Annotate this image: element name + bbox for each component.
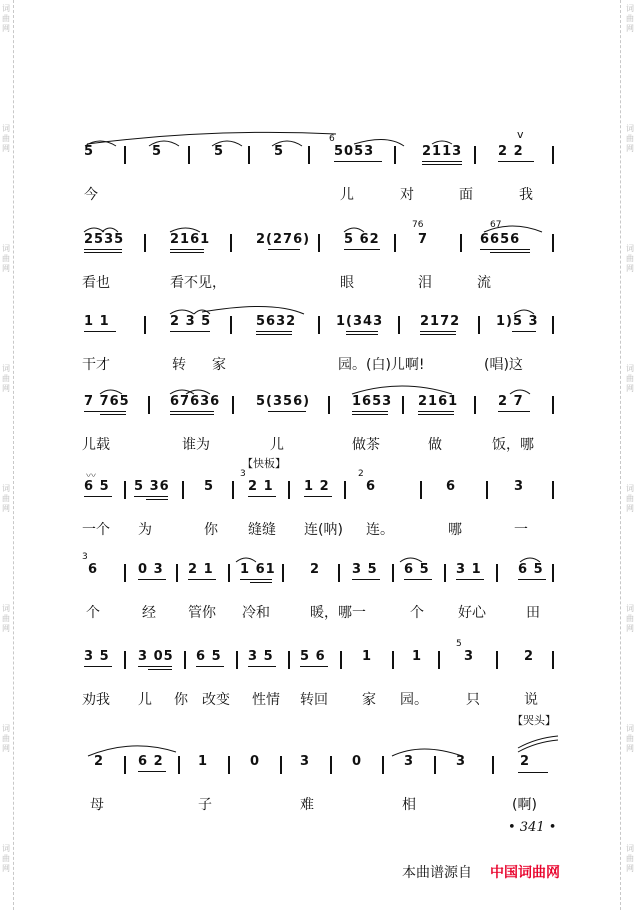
lyric-syllable: 一 (514, 522, 528, 538)
lyric-syllable: 连(呐) (304, 522, 343, 538)
lyrics-line (82, 602, 552, 622)
lyric-syllable: 难 (300, 797, 314, 813)
underline (456, 579, 484, 580)
lyric-syllable: 干才 (82, 357, 110, 373)
note: 0 3 (138, 562, 164, 577)
barline (248, 146, 250, 164)
note: 3 5 (248, 649, 274, 664)
lyric-syllable: 暖，哪一 (310, 605, 366, 621)
barline (124, 481, 126, 499)
underline (138, 579, 166, 580)
underline (84, 496, 112, 497)
watermark-text: 词 曲 网 (626, 244, 634, 273)
lyric-syllable: 谁为 (182, 437, 210, 453)
underline (352, 579, 380, 580)
barline (330, 756, 332, 774)
note: 2 1 (188, 562, 214, 577)
note: 3 (514, 479, 525, 494)
note: 7 765 (84, 394, 130, 409)
watermark-text: 词 曲 网 (2, 124, 10, 153)
underline (422, 164, 462, 165)
lyric-syllable: 园。(白)儿啊! (338, 357, 425, 373)
barline (392, 564, 394, 582)
lyric-syllable: 面 (459, 187, 473, 203)
note: 6656 (480, 232, 521, 247)
underline (344, 249, 380, 250)
lyrics-line (82, 184, 552, 204)
note: 5 62 (344, 232, 380, 247)
lyric-syllable: 母 (90, 797, 104, 813)
lyric-syllable: 泪 (418, 275, 432, 291)
grace-note: 76 (412, 220, 424, 230)
lyric-syllable: 说 (524, 692, 538, 708)
underline (84, 249, 122, 250)
watermark-text: 词 曲 网 (626, 724, 634, 753)
underline (248, 666, 276, 667)
lyric-syllable: 园。 (400, 692, 428, 708)
underline (480, 249, 530, 250)
underline (268, 249, 300, 250)
lyric-syllable: 相 (402, 797, 416, 813)
right-margin (620, 0, 635, 910)
lyric-syllable: 个 (410, 605, 424, 621)
lyric-syllable: 转回 (300, 692, 328, 708)
lyrics-line (82, 519, 552, 539)
watermark-text: 词 曲 网 (2, 364, 10, 393)
note: 5053 (334, 144, 375, 159)
underline (240, 579, 272, 580)
barline (228, 756, 230, 774)
underline (170, 249, 204, 250)
note: 2 7 (498, 394, 524, 409)
lyric-syllable: 做 (428, 437, 442, 453)
note: 3 (404, 754, 415, 769)
underline (84, 411, 126, 412)
barline (496, 564, 498, 582)
lyric-syllable: (啊) (512, 797, 537, 813)
underline (134, 496, 168, 497)
underline (300, 666, 328, 667)
note: 2 3 5 (170, 314, 212, 329)
watermark-text: 词 曲 网 (626, 4, 634, 33)
underline (304, 496, 332, 497)
barline (232, 481, 234, 499)
barline (182, 481, 184, 499)
watermark-text: 词 曲 网 (2, 244, 10, 273)
page-number: • 341 • (508, 820, 557, 835)
watermark-text: 词 曲 网 (2, 844, 10, 873)
underline (138, 666, 172, 667)
underline (518, 772, 548, 773)
watermark-text: 词 曲 网 (2, 604, 10, 633)
barline (328, 396, 330, 414)
left-margin (0, 0, 14, 910)
tempo-marker: 【快板】 (242, 457, 286, 470)
note: 6 5 (196, 649, 222, 664)
note: 3 (300, 754, 311, 769)
underline (352, 411, 388, 412)
accent-mark: v (517, 128, 524, 141)
underline (250, 582, 272, 583)
underline (256, 331, 292, 332)
note: 2161 (170, 232, 211, 247)
watermark-text: 词 曲 网 (626, 124, 634, 153)
lyric-syllable: 为 (138, 522, 152, 538)
note: 3 1 (456, 562, 482, 577)
barline (474, 396, 476, 414)
barline (552, 651, 554, 669)
underline (512, 331, 536, 332)
barline (176, 564, 178, 582)
lyric-syllable: (唱)这 (484, 357, 523, 373)
lyric-syllable: 劝我 (82, 692, 110, 708)
barline (438, 651, 440, 669)
barline (184, 651, 186, 669)
barline (236, 651, 238, 669)
grace-note: 6 (329, 134, 335, 144)
lyric-syllable: 看也 (82, 275, 110, 291)
lyric-syllable: 缝缝 (248, 522, 276, 538)
watermark-text: 词 曲 网 (2, 724, 10, 753)
note: 2535 (84, 232, 125, 247)
barline (318, 234, 320, 252)
note: 3 5 (352, 562, 378, 577)
barline (124, 564, 126, 582)
underline (84, 666, 112, 667)
grace-note: 67 (490, 220, 502, 230)
note: 5 36 (134, 479, 170, 494)
barline (288, 651, 290, 669)
lyric-syllable: 一个 (82, 522, 110, 538)
note: 7 (418, 232, 429, 247)
barline (338, 564, 340, 582)
barline (394, 146, 396, 164)
watermark-text: 词 曲 网 (626, 364, 634, 393)
barline (392, 651, 394, 669)
lyric-syllable: 儿载 (82, 437, 110, 453)
note: 1 61 (240, 562, 276, 577)
grace-note: 3 (240, 469, 246, 479)
lyric-syllable: 今 (84, 187, 98, 203)
barline (460, 234, 462, 252)
watermark-text: 词 曲 网 (626, 604, 634, 633)
slurs (82, 390, 552, 410)
barline (552, 146, 554, 164)
barline (420, 481, 422, 499)
underline (346, 331, 378, 332)
barline (148, 396, 150, 414)
barline (340, 651, 342, 669)
barline (188, 146, 190, 164)
lyric-syllable: 饭，哪 (492, 437, 534, 453)
barline (288, 481, 290, 499)
lyric-syllable: 哪 (448, 522, 462, 538)
underline (420, 331, 456, 332)
barline (318, 316, 320, 334)
lyric-syllable: 流 (477, 275, 491, 291)
barline (478, 316, 480, 334)
note: 3 (464, 649, 475, 664)
note: 1 (362, 649, 373, 664)
note: 6 5 (404, 562, 430, 577)
underline (188, 579, 216, 580)
underline (100, 414, 126, 415)
barline (344, 481, 346, 499)
source-label: 本曲谱源自 (402, 865, 472, 881)
underline (170, 331, 210, 332)
barline (178, 756, 180, 774)
underline (422, 161, 462, 162)
lyric-syllable: 看不见， (170, 275, 226, 291)
note: 5 (274, 144, 285, 159)
lyrics-line (82, 434, 552, 454)
lyric-syllable: 好心 (458, 605, 486, 621)
note: 2161 (418, 394, 459, 409)
underline (248, 496, 276, 497)
underline (420, 334, 456, 335)
barline (552, 234, 554, 252)
barline (228, 564, 230, 582)
underline (498, 411, 530, 412)
lyric-syllable: 冷和 (242, 605, 270, 621)
note: 6 2 (138, 754, 164, 769)
barline (144, 316, 146, 334)
barline (444, 564, 446, 582)
lyric-syllable: 个 (86, 605, 100, 621)
lyric-syllable: 儿 (340, 187, 354, 203)
underline (498, 161, 534, 162)
grace-note: 2 (358, 469, 364, 479)
note: 1 2 (304, 479, 330, 494)
underline (352, 414, 388, 415)
barline (434, 756, 436, 774)
underline (170, 411, 214, 412)
barline (144, 234, 146, 252)
underline (170, 252, 204, 253)
note: 5 6 (300, 649, 326, 664)
lyrics-line (82, 272, 552, 292)
underline (518, 579, 546, 580)
note: 2(276) (256, 232, 311, 247)
lyric-syllable: 田 (526, 605, 540, 621)
source-site-link[interactable]: 中国词曲网 (490, 865, 560, 881)
underline (138, 771, 166, 772)
lyrics-line (82, 689, 552, 709)
underline (84, 252, 122, 253)
watermark-text: 词 曲 网 (2, 484, 10, 513)
grace-note: 5 (456, 639, 462, 649)
note: 6 5 (518, 562, 544, 577)
lyric-syllable: 眼 (340, 275, 354, 291)
note: 1(343 (336, 314, 384, 329)
note: 0 (250, 754, 261, 769)
lyric-syllable: 做茶 (352, 437, 380, 453)
note: 3 5 (84, 649, 110, 664)
note: 2113 (422, 144, 463, 159)
watermark-text: 词 曲 网 (626, 844, 634, 873)
underline (404, 579, 432, 580)
barline (552, 396, 554, 414)
note: 1 1 (84, 314, 110, 329)
lyric-syllable: 改变 (202, 692, 230, 708)
note: 67636 (170, 394, 221, 409)
lyric-syllable: 我 (519, 187, 533, 203)
lyric-syllable: 转 (172, 357, 186, 373)
barline (552, 481, 554, 499)
underline (490, 252, 530, 253)
note: 2172 (420, 314, 461, 329)
note: 5 (204, 479, 215, 494)
note: 5632 (256, 314, 297, 329)
lyric-syllable: 性情 (252, 692, 280, 708)
barline (492, 756, 494, 774)
lyric-syllable: 对 (400, 187, 414, 203)
note: 3 (456, 754, 467, 769)
barline (124, 756, 126, 774)
watermark-text: 词 曲 网 (2, 4, 10, 33)
note: 2 (94, 754, 105, 769)
note: 1 (412, 649, 423, 664)
barline (486, 481, 488, 499)
barline (280, 756, 282, 774)
lyrics-line (82, 794, 552, 814)
note: 2 (520, 754, 531, 769)
lyric-syllable: 儿 (138, 692, 152, 708)
note: 5 (214, 144, 225, 159)
slurs (82, 310, 552, 330)
barline (552, 564, 554, 582)
note: 5 (84, 144, 95, 159)
barline (382, 756, 384, 774)
tempo-marker: 【哭头】 (512, 714, 556, 727)
barline (394, 234, 396, 252)
barline (552, 316, 554, 334)
underline (346, 334, 378, 335)
note: 2 (524, 649, 535, 664)
underline (148, 669, 172, 670)
underline (256, 334, 292, 335)
lyric-syllable: 经 (142, 605, 156, 621)
note: 2 1 (248, 479, 274, 494)
underline (334, 161, 382, 162)
source-credit (402, 862, 560, 882)
underline (268, 411, 306, 412)
lyric-syllable: 子 (198, 797, 212, 813)
ornament: 〰 (86, 471, 96, 482)
barline (496, 651, 498, 669)
note: 6 (446, 479, 457, 494)
note: 1 (198, 754, 209, 769)
underline (170, 414, 214, 415)
lyric-syllable: 管你 (188, 605, 216, 621)
barline (474, 146, 476, 164)
note: 3 05 (138, 649, 174, 664)
note: 1653 (352, 394, 393, 409)
lyric-syllable: 儿 (270, 437, 284, 453)
note: 6 5 (84, 479, 110, 494)
grace-note: 3 (82, 552, 88, 562)
note: 5(356) (256, 394, 311, 409)
underline (418, 411, 454, 412)
note: 1)5 3 (496, 314, 539, 329)
barline (398, 316, 400, 334)
lyric-syllable: 只 (466, 692, 480, 708)
lyrics-line (82, 354, 552, 374)
lyric-syllable: 你 (204, 522, 218, 538)
note: 5 (152, 144, 163, 159)
lyric-syllable: 连。 (366, 522, 394, 538)
note: 6 (366, 479, 377, 494)
barline (230, 234, 232, 252)
underline (418, 414, 454, 415)
barline (124, 146, 126, 164)
barline (230, 316, 232, 334)
barline (124, 651, 126, 669)
note: 2 2 (498, 144, 524, 159)
note: 0 (352, 754, 363, 769)
barline (232, 396, 234, 414)
underline (84, 331, 116, 332)
lyric-syllable: 家 (212, 357, 226, 373)
underline (196, 666, 224, 667)
note: 6 (88, 562, 99, 577)
note: 2 (310, 562, 321, 577)
underline (146, 499, 168, 500)
barline (402, 396, 404, 414)
lyric-syllable: 家 (362, 692, 376, 708)
watermark-text: 词 曲 网 (626, 484, 634, 513)
barline (308, 146, 310, 164)
lyric-syllable: 你 (174, 692, 188, 708)
barline (282, 564, 284, 582)
